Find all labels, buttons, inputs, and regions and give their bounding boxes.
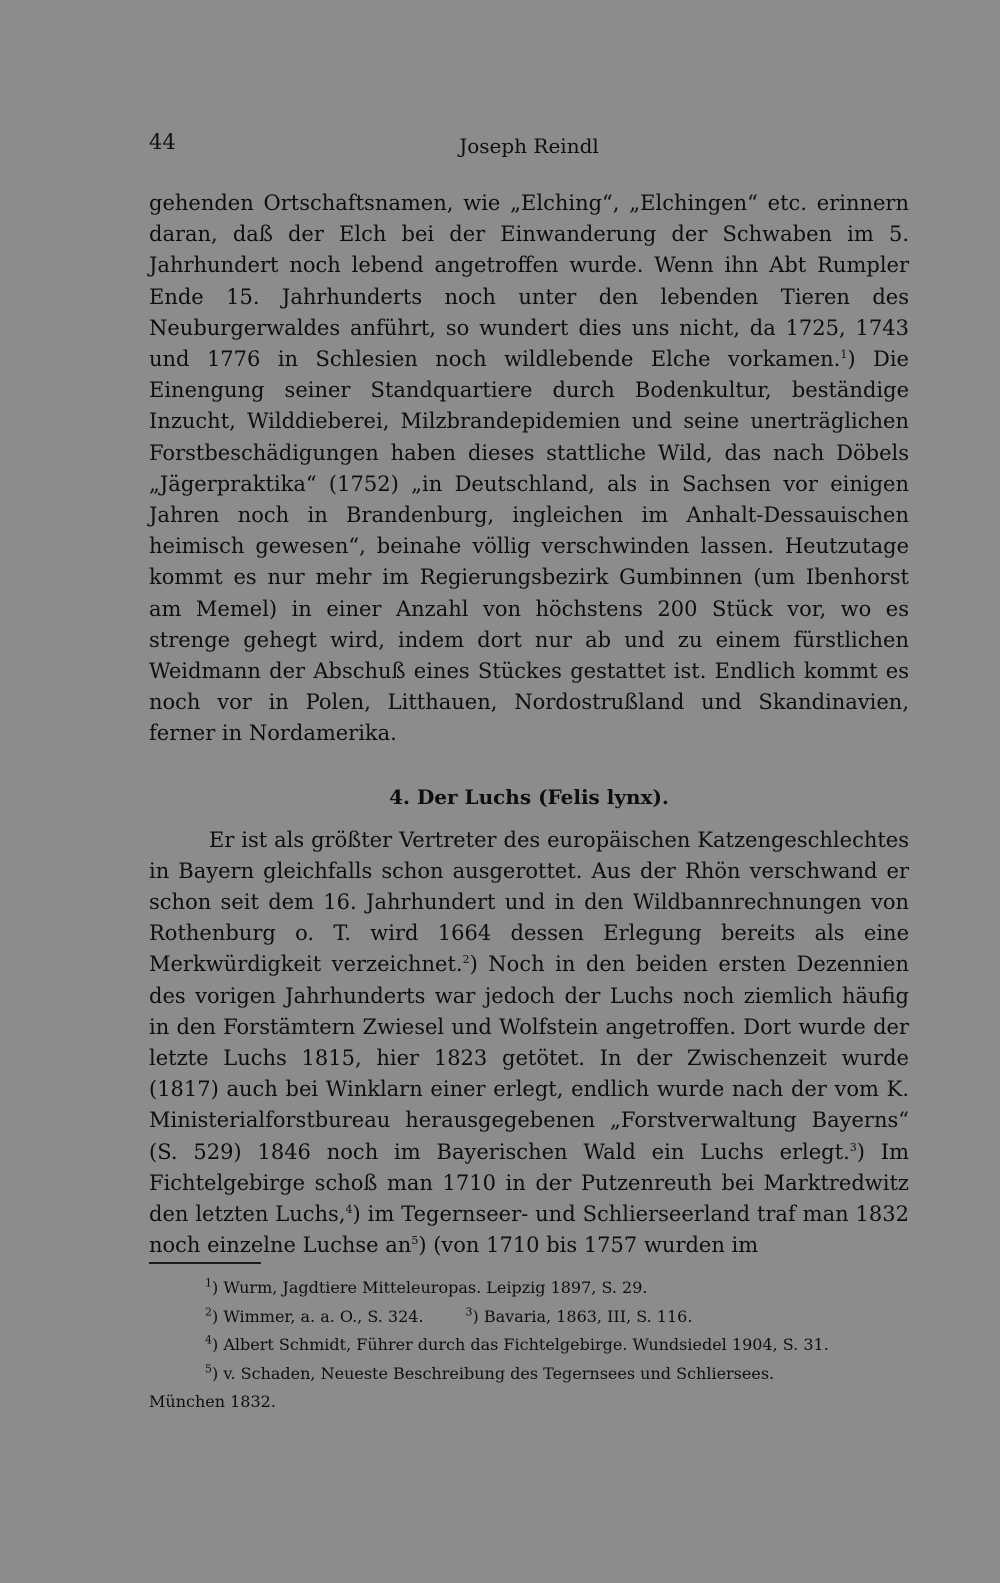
footnote-divider [149, 1262, 261, 1264]
text-segment: ) Die Einengung seiner Standquartiere durch Bodenkultur, beständige Inzucht, Wilddieberei, Milzbrandepidemien und seine unerträglichen Forstbeschädigungen haben dieses stattliche Wild, das nach Döbels „Jägerpraktika“ (1752) „in Deutschland, als in Sachsen vor einigen Jahren noch in Brandenburg, ingleichen im Anhalt-Dessauischen heimisch gewesen“, beinahe völlig verschwinden lassen. Heutzutage kommt es nur mehr im Regierungsbezirk Gumbinnen (um Ibenhorst am Memel) in einer Anzahl von höchstens 200 Stück vor, wo es strenge gehegt wird, indem dort nur ab und zu einem fürstlichen Weidmann der Abschuß eines Stückes gestattet ist. Endlich kommt es noch vor in Polen, Litthauen, Nordostrußland und Skandinavien, ferner in Nordamerika. [149, 347, 909, 746]
running-title: Joseph Reindl [459, 134, 599, 158]
footnote-mark: 5 [205, 1362, 212, 1376]
footnote-continuation: München 1832. [149, 1392, 276, 1411]
footnote-mark: 2 [205, 1305, 212, 1319]
text-segment: ) im Tegernseer- und Schlierseerland traf man 1832 noch einzelne Luchse an [149, 1202, 909, 1258]
footnote-ref-2: 2 [462, 953, 470, 967]
footnote-ref-5: 5 [411, 1234, 419, 1248]
footnote-text: ) Wurm, Jagdtiere Mitteleuropas. Leipzig 1897, S. 29. [212, 1278, 648, 1297]
running-head [149, 130, 909, 164]
main-text [149, 188, 909, 1262]
section-heading: 4. Der Luchs (Felis lynx). [389, 784, 669, 809]
page-number: 44 [149, 130, 176, 154]
footnote-1 [149, 1274, 909, 1303]
text-segment: ) Noch in den beiden ersten Dezennien des vorigen Jahrhunderts war jedoch der Luchs noch ziemlich häufig in den Forstämtern Zwiesel und Wolfstein angetroffen. Dort wurde der letzte Luchs 1815, hier 1823 getötet. In der Zwischenzeit wurde (1817) auch bei Winklarn einer erlegt, endlich wurde nach der vom K. Ministerialforstbureau herausgegebenen „Forstverwaltung Bayerns“ (S. 529) 1846 noch im Bayerischen Wald ein Luchs erlegt. [149, 952, 909, 1164]
footnotes [149, 1274, 909, 1417]
footnote-5 [149, 1360, 909, 1417]
paragraph-luchs [149, 825, 909, 1262]
footnote-ref-4: 4 [345, 1203, 353, 1217]
paragraph-elch [149, 188, 909, 750]
footnote-2-3 [149, 1303, 909, 1332]
footnote-ref-1: 1 [840, 348, 848, 362]
text-segment: gehenden Ortschaftsnamen, wie „Elching“, „Elchingen“ etc. erinnern daran, daß der Elch bei der Einwanderung der Schwaben im 5. Jahrhundert noch lebend angetroffen wurde. Wenn ihn Abt Rumpler Ende 15. Jahrhunderts noch unter den lebenden Tieren des Neuburgerwaldes anführt, so wundert dies uns nicht, da 1725, 1743 und 1776 in Schlesien noch wildlebende Elche vorkamen. [149, 191, 909, 372]
footnote-ref-3: 3 [849, 1140, 857, 1154]
footnote-text: ) Bavaria, 1863, III, S. 116. [472, 1306, 693, 1326]
footnote-text: ) v. Schaden, Neueste Beschreibung des Tegernsees und Schliersees. [212, 1363, 775, 1383]
footnote-mark: 4 [205, 1333, 212, 1347]
footnote-text: ) Wimmer, a. a. O., S. 324. [212, 1306, 424, 1326]
text-segment: ) (von 1710 bis 1757 wurden im [418, 1233, 759, 1258]
footnote-mark: 3 [465, 1305, 473, 1319]
footnote-text: ) Albert Schmidt, Führer durch das Fichtelgebirge. Wundsiedel 1904, S. 31. [212, 1335, 829, 1354]
text-segment: ) Im Fichtelgebirge schoß man 1710 in der Putzenreuth bei Marktredwitz den letzten Luchs, [149, 1139, 909, 1227]
text-segment: Er ist als größter Vertreter des europäischen Katzengeschlechtes in Bayern gleichfalls schon ausgerottet. Aus der Rhön verschwand er schon seit dem 16. Jahrhundert und in den Wildbannrechnungen von Rothenburg o. T. wird 1664 dessen Erlegung bereits als eine Merkwürdigkeit verzeichnet. [149, 827, 909, 977]
footnote-mark: 1 [205, 1276, 212, 1290]
footnote-4 [149, 1331, 909, 1360]
